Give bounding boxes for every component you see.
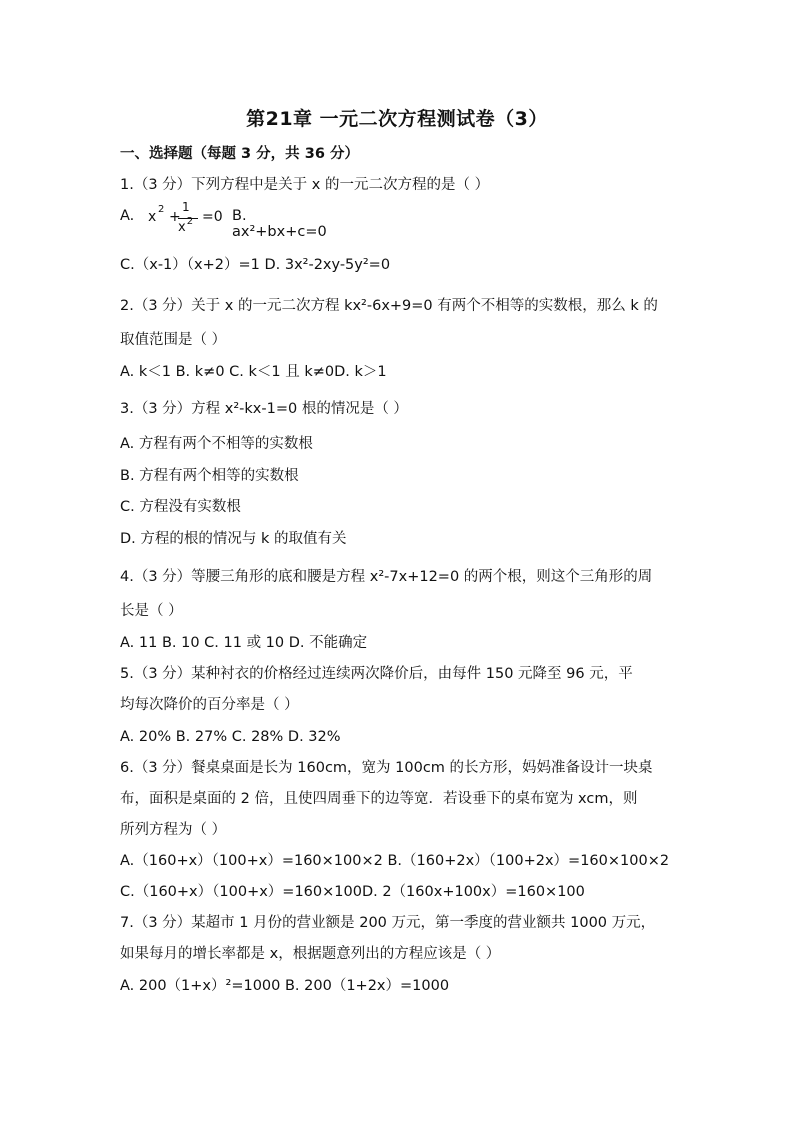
question-7-stem-line-2: 如果每月的增长率都是 x，根据题意列出的方程应该是（ ）: [120, 946, 501, 962]
question-6-options-ab: A.（160+x）（100+x）=160×100×2 B.（160+2x）（100+2x）=160×100×2: [120, 853, 670, 869]
question-4-stem-line-1: 4.（3 分）等腰三角形的底和腰是方程 x²-7x+12=0 的两个根，则这个三角形的周: [120, 569, 653, 585]
question-6-stem-line-1: 6.（3 分）餐桌桌面是长为 160cm，宽为 100cm 的长方形，妈妈准备设计一块桌: [120, 760, 653, 776]
question-3-option-a: A. 方程有两个不相等的实数根: [120, 436, 313, 452]
question-2-stem-line-1: 2.（3 分）关于 x 的一元二次方程 kx²-6x+9=0 有两个不相等的实数根，那么 k 的: [120, 298, 658, 314]
question-6-stem-line-2: 布，面积是桌面的 2 倍，且使四周垂下的边等宽．若设垂下的桌布宽为 xcm，则: [120, 791, 638, 807]
question-7-stem-line-1: 7.（3 分）某超市 1 月份的营业额是 200 万元，第一季度的营业额共 1000 万元，: [120, 915, 656, 931]
question-1-stem: 1.（3 分）下列方程中是关于 x 的一元二次方程的是（ ）: [120, 177, 490, 193]
question-7-options-ab: A. 200（1+x）²=1000 B. 200（1+2x）=1000: [120, 978, 450, 994]
question-3-option-d: D. 方程的根的情况与 k 的取值有关: [120, 531, 347, 547]
question-4-stem-line-2: 长是（ ）: [120, 603, 183, 619]
question-2-options: A. k＜1 B. k≠0 C. k＜1 且 k≠0D. k＞1: [120, 364, 387, 380]
question-3-option-b: B. 方程有两个相等的实数根: [120, 468, 299, 484]
question-3-stem: 3.（3 分）方程 x²-kx-1=0 根的情况是（ ）: [120, 401, 408, 417]
fraction-numerator: 1: [182, 200, 190, 214]
question-3-option-c: C. 方程没有实数根: [120, 499, 241, 515]
formula-x: x: [148, 209, 157, 225]
question-2-stem-line-2: 取值范围是（ ）: [120, 332, 227, 348]
question-5-stem-line-1: 5.（3 分）某种衬衣的价格经过连续两次降价后，由每件 150 元降至 96 元，平: [120, 666, 633, 682]
question-5-options: A. 20% B. 27% C. 28% D. 32%: [120, 729, 341, 745]
formula-plus: +: [169, 209, 181, 225]
section-heading: 一、选择题（每题 3 分，共 36 分）: [120, 146, 359, 162]
question-4-options: A. 11 B. 10 C. 11 或 10 D. 不能确定: [120, 635, 368, 651]
formula-exponent: 2: [158, 204, 165, 215]
question-1-option-a-label: A.: [120, 208, 135, 224]
question-6-stem-line-3: 所列方程为（ ）: [120, 822, 227, 838]
formula-equals: =0: [202, 209, 223, 225]
question-1-options-cd: C.（x-1）（x+2）=1 D. 3x²-2xy-5y²=0: [120, 257, 391, 273]
fraction-denominator: $x^2$: [178, 216, 194, 235]
question-6-options-cd: C.（160+x）（100+x）=160×100D. 2（160x+100x）=160×100: [120, 884, 585, 900]
question-1-option-b: B. ax²+bx+c=0: [232, 208, 327, 240]
question-5-stem-line-2: 均每次降价的百分率是（ ）: [120, 697, 299, 713]
page-title: 第21章 一元二次方程测试卷（3）: [246, 108, 548, 130]
